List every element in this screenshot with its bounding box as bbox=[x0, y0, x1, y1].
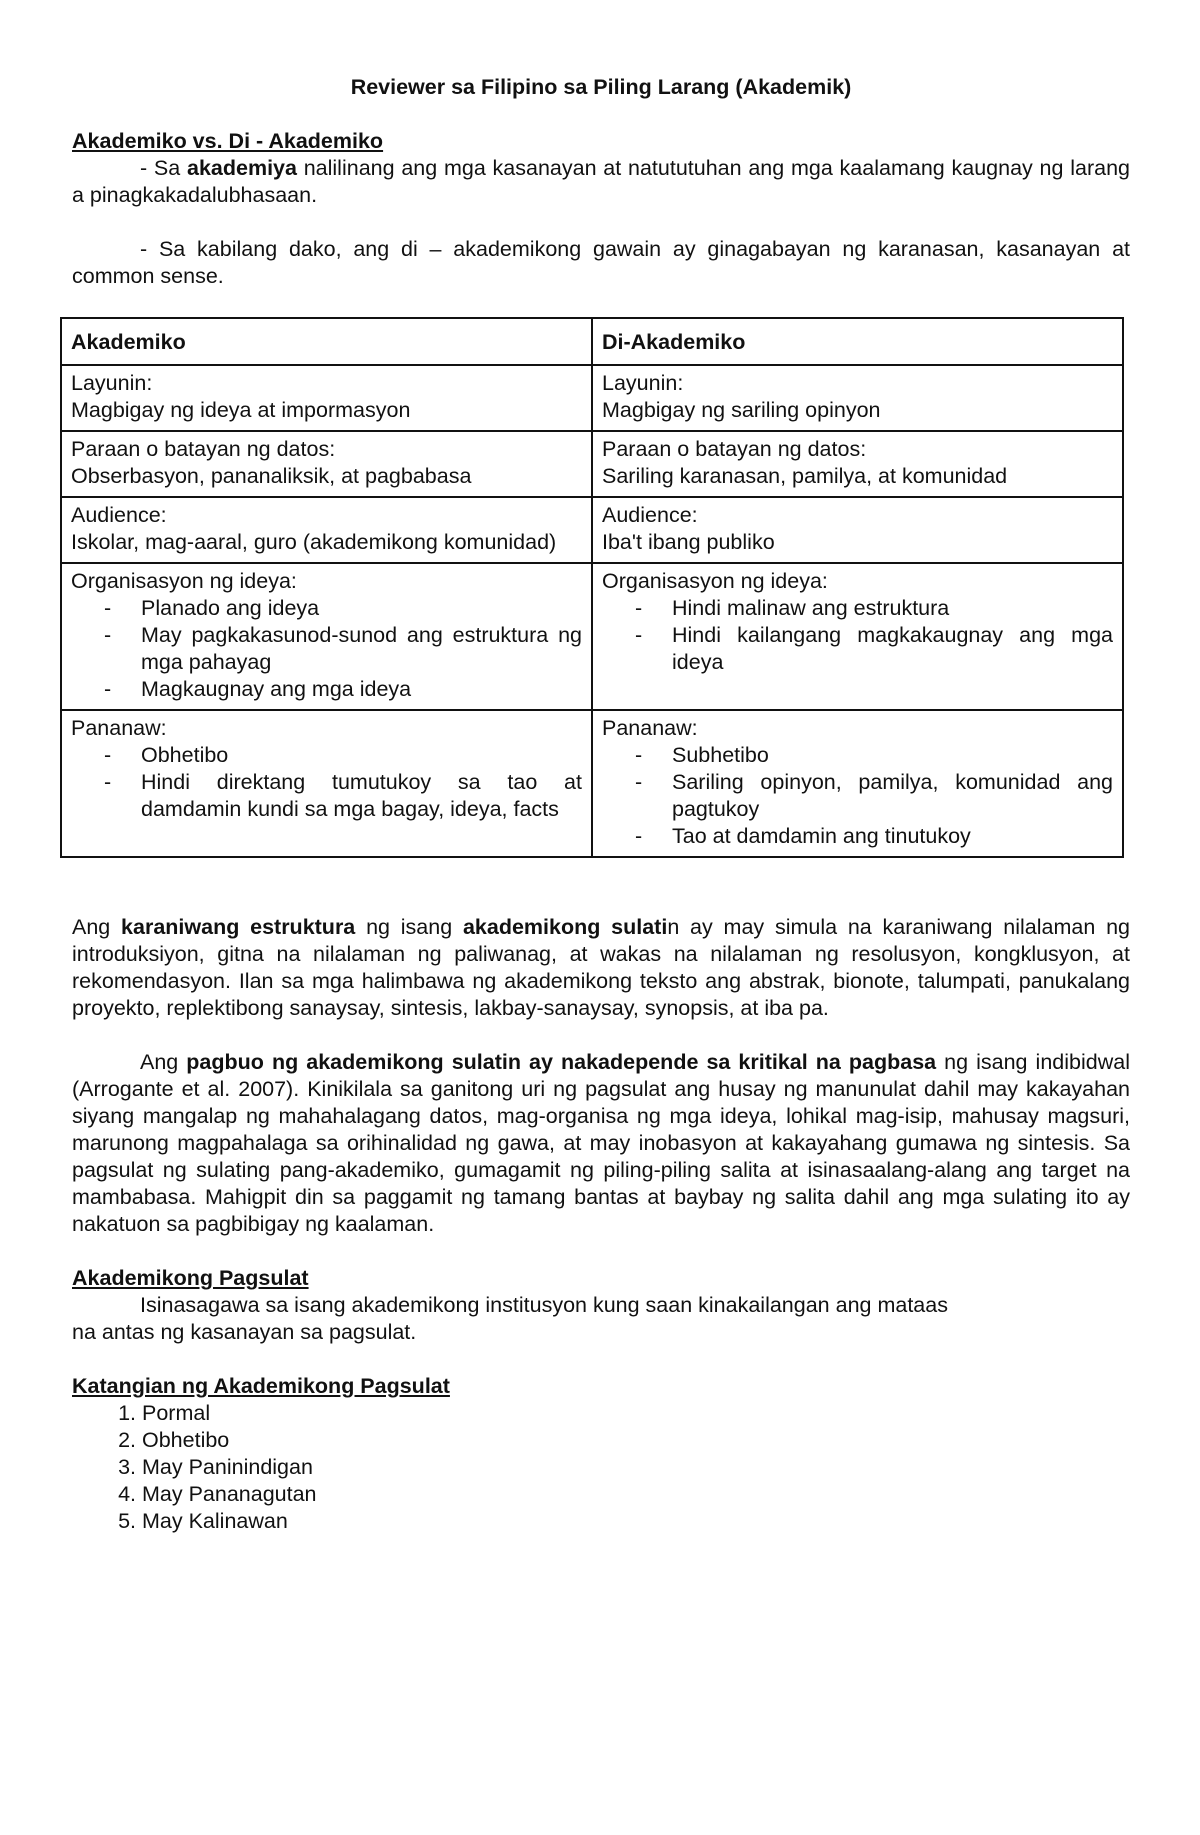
section-heading-katangian: Katangian ng Akademikong Pagsulat bbox=[72, 1374, 450, 1398]
cell-value: Obserbasyon, pananaliksik, at pagbabasa bbox=[71, 464, 472, 488]
table-row-paraan bbox=[61, 431, 1123, 497]
cell-label: Organisasyon ng ideya: bbox=[71, 569, 297, 593]
table-row-organisasyon bbox=[61, 563, 1123, 710]
table-cell bbox=[61, 497, 592, 563]
list-item: 3. May Paninindigan bbox=[142, 1454, 1130, 1481]
cell-label: Pananaw: bbox=[602, 716, 698, 740]
paragraph-di-akademiko: - Sa kabilang dako, ang di – akademikong gawain ay ginagabayan ng karanasan, kasanayan at common sense. bbox=[72, 237, 1130, 288]
paragraph-akademiya: - Sa akademiya nalilinang ang mga kasanayan at natututuhan ang mga kaalamang kaugnay ng larang a pinagkakadalubhasaan. bbox=[72, 156, 1130, 207]
bold-term-akademiya: akademiya bbox=[186, 156, 297, 180]
dash-list bbox=[602, 742, 1113, 850]
cell-value: Iba't ibang publiko bbox=[602, 530, 775, 554]
table-cell bbox=[592, 563, 1123, 710]
table-header-row bbox=[61, 318, 1123, 365]
katangian-list bbox=[72, 1400, 1130, 1535]
list-item: - Hindi kailangang magkakaugnay ang mga ideya bbox=[672, 622, 1113, 676]
cell-label: Paraan o batayan ng datos: bbox=[602, 437, 867, 461]
paragraph-karaniwang-estruktura: Ang karaniwang estruktura ng isang akademikong sulatin ay may simula na karaniwang nilalaman ng introduksiyon, gitna na nilalaman ng paliwanag, at wakas na nilalaman ng resolusyon, kongklusyon, at rekomendasyon. Ilan sa mga halimbawa ng akademikong teksto ang abstrak, bionote, talumpati, panukalang proyekto, replektibong sanaysay, sintesis, lakbay-sanaysay, synopsis, at iba pa. bbox=[72, 915, 1131, 1020]
cell-label: Layunin: bbox=[602, 371, 684, 395]
cell-value: Magbigay ng ideya at impormasyon bbox=[71, 398, 411, 422]
paragraph-kritikal-na-pagbasa: Ang pagbuo ng akademikong sulatin ay nakadepende sa kritikal na pagbasa ng isang indibidwal (Arrogante et al. 2007). Kinikilala sa ganitong uri ng pagsulat ang husay ng manunulat dahil may kakayahan siyang mangalap ng mahahalagang datos, mag-organisa ng mga ideya, lohikal mag-isip, mahusay magsuri, marunong magpahalaga sa orihinalidad ng gawa, at may inobasyon at kakayahang gumawa ng sintesis. Sa pagsulat ng sulating pang-akademiko, gumagamit ng piling-piling salita at isinasaalang-alang ang target na mambabasa. Mahigpit din sa paggamit ng tamang bantas at baybay ng salita dahil ang mga sulating ito ay nakatuon sa pagbibigay ng kaalaman. bbox=[72, 1050, 1130, 1236]
cell-label: Organisasyon ng ideya: bbox=[602, 569, 828, 593]
table-header-akademiko: Akademiko bbox=[61, 318, 592, 365]
section-heading-akademikong-pagsulat: Akademikong Pagsulat bbox=[72, 1266, 309, 1290]
akademikong-pagsulat-line-1: Isinasagawa sa isang akademikong institusyon kung saan kinakailangan ang mataas bbox=[140, 1293, 948, 1317]
cell-label: Layunin: bbox=[71, 371, 153, 395]
list-item: 1. Pormal bbox=[142, 1400, 1130, 1427]
list-item: - Magkaugnay ang mga ideya bbox=[141, 676, 582, 703]
dash-list bbox=[71, 595, 582, 703]
bold-term-karaniwang-estruktura: karaniwang estruktura bbox=[121, 915, 356, 939]
table-cell bbox=[592, 710, 1123, 857]
cell-label: Pananaw: bbox=[71, 716, 167, 740]
list-item: - Hindi malinaw ang estruktura bbox=[672, 595, 1113, 622]
table-cell bbox=[61, 710, 592, 857]
list-item: - May pagkakasunod-sunod ang estruktura ng mga pahayag bbox=[141, 622, 582, 676]
list-item: 5. May Kalinawan bbox=[142, 1508, 1130, 1535]
section-heading-akademiko-vs-di: Akademiko vs. Di - Akademiko bbox=[72, 129, 384, 153]
dash-list bbox=[71, 742, 582, 823]
list-item: - Hindi direktang tumutukoy sa tao at damdamin kundi sa mga bagay, ideya, facts bbox=[141, 769, 582, 823]
cell-value: Magbigay ng sariling opinyon bbox=[602, 398, 881, 422]
list-item: - Tao at damdamin ang tinutukoy bbox=[672, 823, 1113, 850]
list-item: 4. May Pananagutan bbox=[142, 1481, 1130, 1508]
table-cell bbox=[61, 563, 592, 710]
cell-label: Audience: bbox=[71, 503, 167, 527]
cell-label: Audience: bbox=[602, 503, 698, 527]
list-item: 2. Obhetibo bbox=[142, 1427, 1130, 1454]
bold-term-kritikal-na-pagbasa: pagbuo ng akademikong sulatin ay nakadepende sa kritikal na pagbasa bbox=[186, 1050, 937, 1074]
table-row-audience bbox=[61, 497, 1123, 563]
table-row-pananaw bbox=[61, 710, 1123, 857]
table-row-layunin bbox=[61, 365, 1123, 431]
table-cell bbox=[61, 431, 592, 497]
dash-list bbox=[602, 595, 1113, 676]
cell-value: Iskolar, mag-aaral, guro (akademikong komunidad) bbox=[71, 530, 557, 554]
table-cell bbox=[61, 365, 592, 431]
table-cell bbox=[592, 431, 1123, 497]
list-item: - Obhetibo bbox=[141, 742, 582, 769]
list-item: - Subhetibo bbox=[672, 742, 1113, 769]
table-header-di-akademiko: Di-Akademiko bbox=[592, 318, 1123, 365]
document-title: Reviewer sa Filipino sa Piling Larang (Akademik) bbox=[350, 75, 852, 99]
bold-term-akademikong-sulatin: akademikong sulati bbox=[462, 915, 668, 939]
list-item: - Sariling opinyon, pamilya, komunidad ang pagtukoy bbox=[672, 769, 1113, 823]
cell-value: Sariling karanasan, pamilya, at komunidad bbox=[602, 464, 1008, 488]
cell-label: Paraan o batayan ng datos: bbox=[71, 437, 336, 461]
table-cell bbox=[592, 365, 1123, 431]
comparison-table bbox=[60, 317, 1124, 858]
list-item: - Planado ang ideya bbox=[141, 595, 582, 622]
table-cell bbox=[592, 497, 1123, 563]
akademikong-pagsulat-line-2: na antas ng kasanayan sa pagsulat. bbox=[72, 1320, 417, 1344]
